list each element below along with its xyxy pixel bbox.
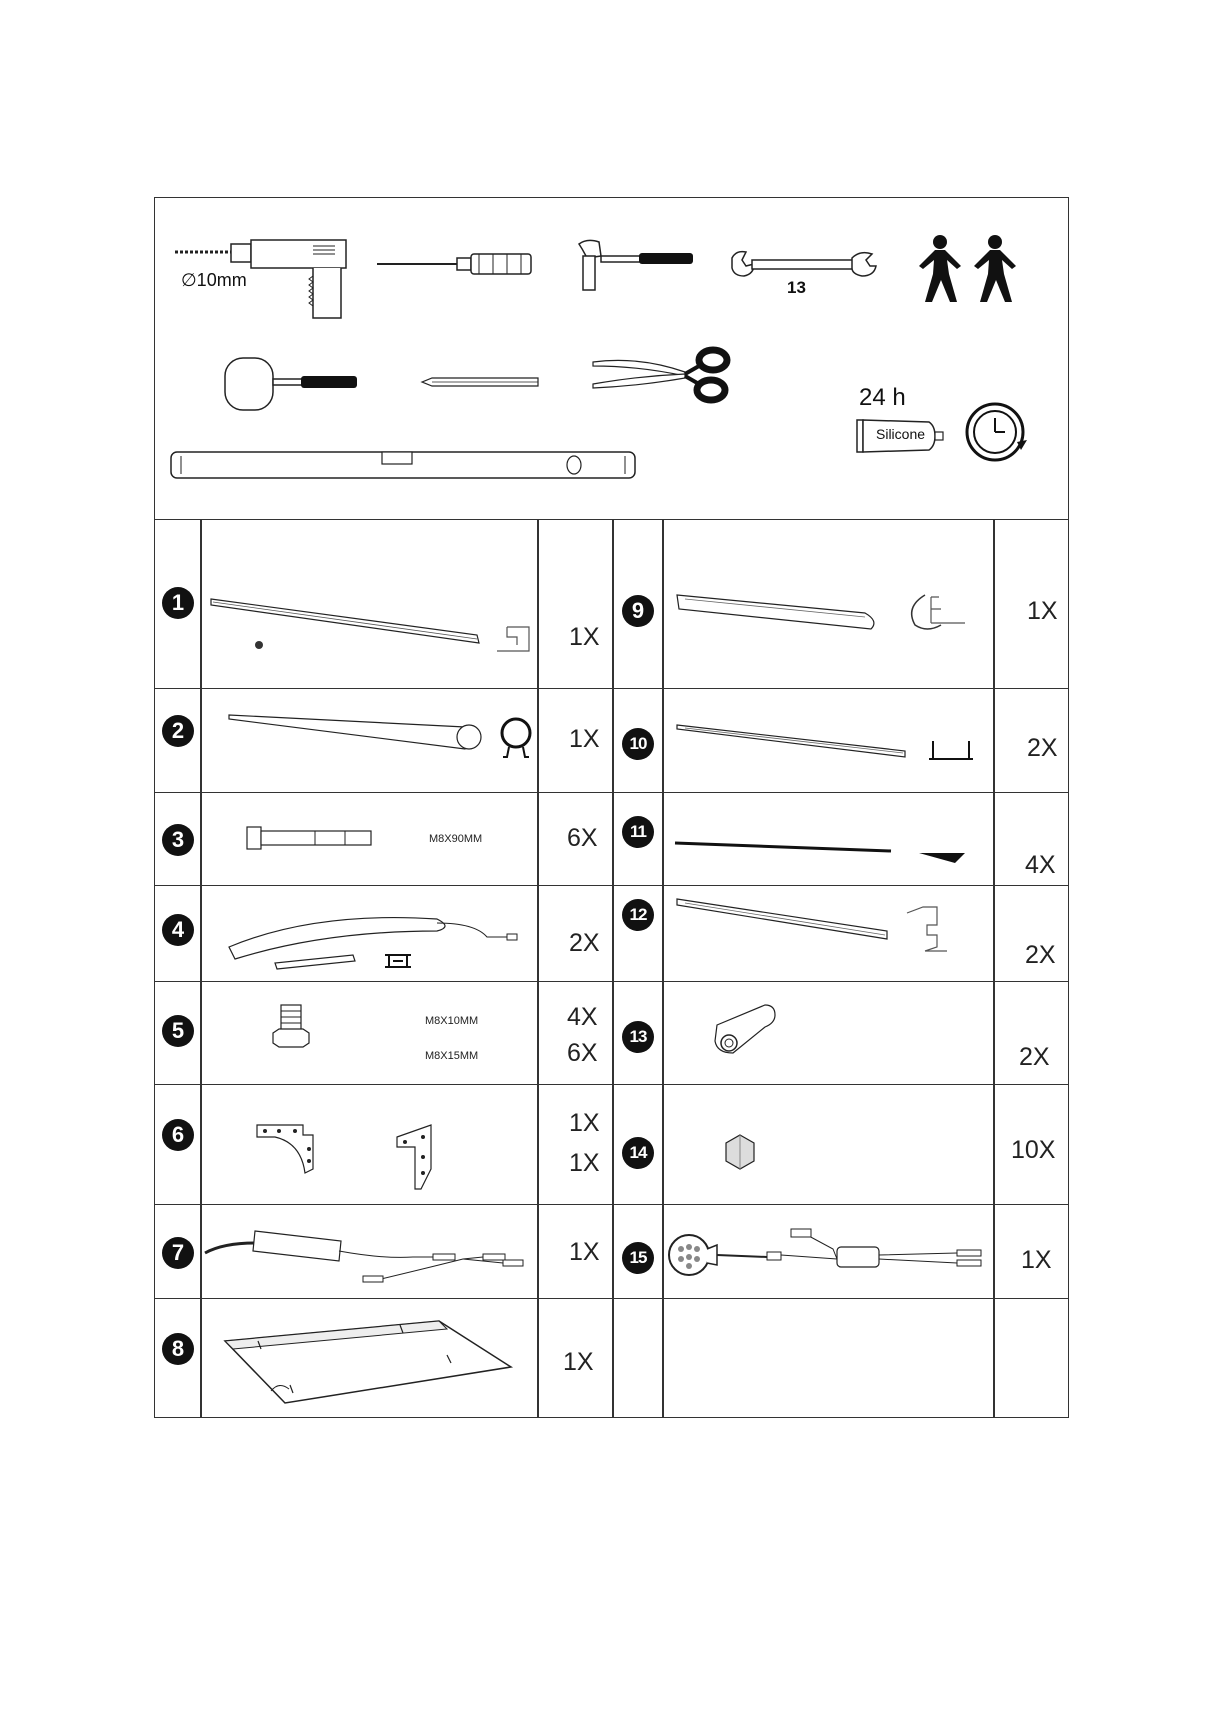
tools-panel: [155, 198, 1068, 520]
wrench-size-label: 13: [787, 278, 806, 297]
size-spec-label: M8X10MM: [425, 1015, 479, 1027]
quantity-label: 10X: [1011, 1136, 1056, 1164]
gutter-profile-icon: [675, 589, 985, 649]
part-number-badge: 12: [622, 899, 654, 931]
part-number-badge: 2: [162, 715, 194, 747]
part-number-badge: 15: [622, 1242, 654, 1274]
quantity-label: 1X: [569, 1238, 600, 1266]
power-adapter-icon: [203, 1213, 535, 1293]
silicone-label: Silicone: [876, 426, 926, 442]
quantity-label: 6X: [567, 1039, 598, 1067]
quantity-label: 4X: [567, 1003, 598, 1031]
spirit-level-icon: [169, 448, 639, 482]
end-cap-icon: [709, 1001, 789, 1061]
profile-rail-icon: [207, 589, 537, 659]
right-bracket-icon: [395, 1123, 445, 1193]
quantity-label: 1X: [1027, 597, 1058, 625]
part-number-badge: 11: [622, 816, 654, 848]
quantity-label: 2X: [569, 929, 600, 957]
led-strip-icon: [225, 897, 535, 977]
quantity-label: 1X: [569, 725, 600, 753]
clock-icon: [963, 400, 1033, 464]
quantity-label: 4X: [1025, 851, 1056, 879]
part-number-badge: 5: [162, 1015, 194, 1047]
membrane-sheet-icon: [221, 1307, 521, 1407]
anchor-bolt-icon: [245, 823, 385, 853]
round-profile-icon: [225, 709, 535, 769]
part-number-badge: 6: [162, 1119, 194, 1151]
part-number-badge: 10: [622, 728, 654, 760]
quantity-label: 1X: [569, 623, 600, 651]
quantity-label: 1X: [1021, 1246, 1052, 1274]
quantity-label: 1X: [569, 1149, 600, 1177]
part-number-badge: 1: [162, 587, 194, 619]
hex-bolt-icon: [271, 1003, 311, 1049]
parts-grid: [155, 519, 1068, 1417]
quantity-label: 2X: [1025, 941, 1056, 969]
cure-time-label: 24 h: [859, 384, 906, 411]
part-number-badge: 4: [162, 914, 194, 946]
seal-strip-icon: [673, 839, 973, 869]
rubber-mallet-icon: [223, 354, 363, 414]
parts-sheet: [154, 197, 1069, 1418]
part-number-badge: 13: [622, 1021, 654, 1053]
quantity-label: 6X: [567, 824, 598, 852]
part-number-badge: 14: [622, 1137, 654, 1169]
quantity-label: 1X: [563, 1348, 594, 1376]
quantity-label: 1X: [569, 1109, 600, 1137]
part-number-badge: 7: [162, 1237, 194, 1269]
part-number-badge: 9: [622, 595, 654, 627]
edge-profile-icon: [675, 895, 975, 965]
screwdriver-icon: [375, 250, 535, 280]
left-bracket-icon: [255, 1123, 325, 1175]
led-controller-icon: [667, 1219, 987, 1289]
part-number-badge: 3: [162, 824, 194, 856]
part-number-badge: 8: [162, 1333, 194, 1365]
quantity-label: 2X: [1027, 734, 1058, 762]
hex-nut-icon: [723, 1133, 757, 1171]
size-spec-label: M8X90MM: [429, 833, 483, 845]
scissors-icon: [589, 346, 739, 406]
pencil-icon: [420, 374, 540, 390]
quantity-label: 2X: [1019, 1043, 1050, 1071]
two-persons-icon: [915, 234, 1025, 304]
drill-size-label: ∅10mm: [181, 270, 247, 290]
size-spec-label: M8X15MM: [425, 1050, 479, 1062]
u-channel-icon: [675, 719, 985, 769]
hammer-icon: [573, 236, 698, 296]
